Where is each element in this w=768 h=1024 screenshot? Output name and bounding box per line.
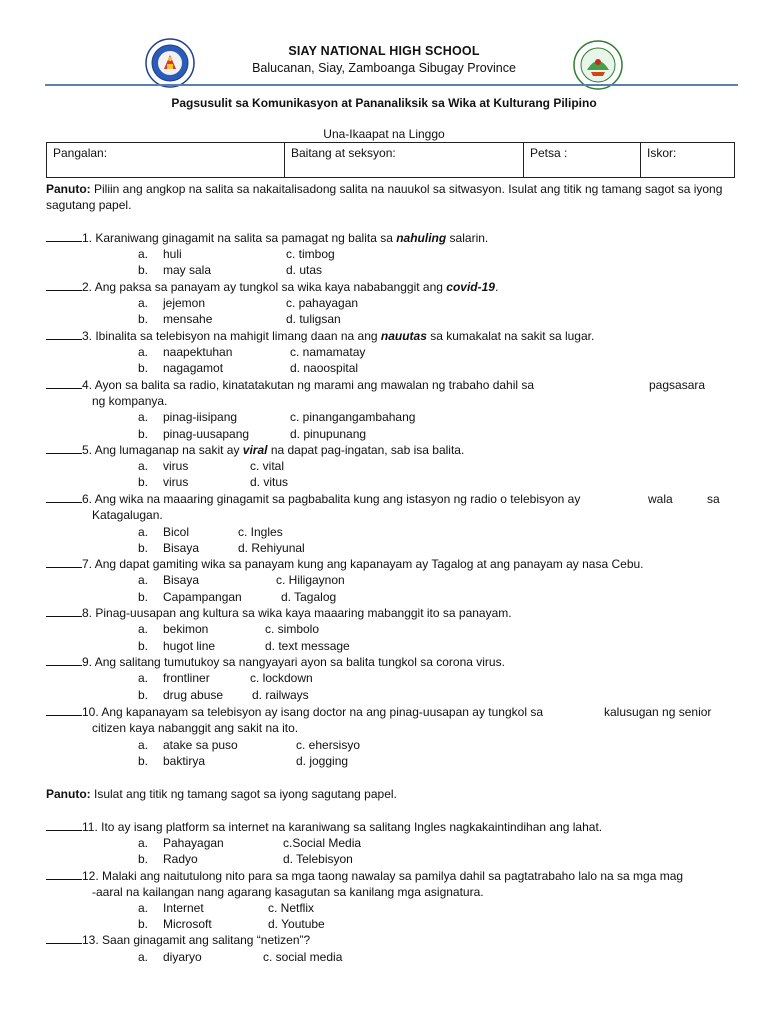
question-4-continuation: ng kompanya. — [92, 394, 168, 408]
answer-blank[interactable] — [46, 556, 82, 568]
option-c: c. timbog — [286, 247, 335, 261]
name-cell[interactable]: Pangalan: — [47, 143, 285, 178]
option-d: d. Tagalog — [281, 590, 337, 604]
option-c: c.Social Media — [283, 836, 362, 850]
question-6-word: wala — [648, 492, 673, 506]
part2-instructions — [46, 786, 734, 802]
option-letter: a. — [138, 950, 149, 964]
question-2: 2. Ang paksa sa panayam ay tungkol sa wika kaya nababanggit ang covid-19. — [46, 279, 736, 295]
grade-section-cell[interactable]: Baitang at seksyon: — [285, 143, 524, 178]
option-letter: a. — [138, 836, 149, 850]
exam-quarter: Una-Ikaapat na Linggo — [323, 127, 445, 141]
answer-blank[interactable] — [46, 491, 82, 503]
option-d: d. Youtube — [268, 917, 325, 931]
instruction-text: Isulat ang titik ng tamang sagot sa iyong sagutang papel. — [90, 787, 397, 801]
school-seal-icon — [573, 40, 623, 90]
option-c: c. social media — [263, 950, 343, 964]
option-c: c. ehersisyo — [296, 738, 361, 752]
option-a: Internet — [163, 901, 204, 915]
option-b: Radyo — [163, 852, 198, 866]
question-6-end: sa — [707, 492, 720, 506]
option-b: may sala — [163, 263, 212, 277]
option-d: d. utas — [286, 263, 323, 277]
question-10: 10. Ang kapanayam sa telebisyon ay isang doctor na ang pinag-uusapan ay tungkol sa — [46, 704, 736, 720]
option-d: d. Telebisyon — [283, 852, 353, 866]
option-a: naapektuhan — [163, 345, 233, 359]
school-name: SIAY NATIONAL HIGH SCHOOL — [288, 44, 480, 58]
option-letter: b. — [138, 475, 149, 489]
instruction-label: Panuto: — [46, 787, 91, 801]
option-letter: a. — [138, 345, 149, 359]
document-header — [0, 34, 768, 86]
option-letter: b. — [138, 688, 149, 702]
option-c: c. namamatay — [290, 345, 366, 359]
option-letter: a. — [138, 525, 149, 539]
question-8: 8. Pinag-uusapan ang kultura sa wika kaya maaaring mabanggit ito sa panayam. — [46, 605, 736, 621]
option-a: huli — [163, 247, 182, 261]
option-b: mensahe — [163, 312, 213, 326]
option-letter: b. — [138, 263, 149, 277]
answer-blank[interactable] — [46, 377, 82, 389]
answer-blank[interactable] — [46, 932, 82, 944]
option-d: d. naoospital — [290, 361, 359, 375]
option-letter: a. — [138, 296, 149, 310]
answer-blank[interactable] — [46, 654, 82, 666]
option-c: c. vital — [250, 459, 285, 473]
option-b: Capampangan — [163, 590, 242, 604]
answer-blank[interactable] — [46, 328, 82, 340]
question-4-end: pagsasara — [649, 378, 706, 392]
option-a: frontliner — [163, 671, 210, 685]
question-4: 4. Ayon sa balita sa radio, kinatatakutan ng marami ang mawalan ng trabaho dahil sa — [46, 377, 736, 393]
option-c: c. lockdown — [250, 671, 313, 685]
option-b: nagagamot — [163, 361, 224, 375]
option-a: diyaryo — [163, 950, 202, 964]
question-6-continuation: Katagalugan. — [92, 508, 163, 522]
option-letter: b. — [138, 639, 149, 653]
question-10-continuation: citizen kaya nabanggit ang sakit na ito. — [92, 721, 299, 735]
option-a: atake sa puso — [163, 738, 238, 752]
option-letter: b. — [138, 541, 149, 555]
question-13: 13. Saan ginagamit ang salitang “netizen”? — [46, 932, 736, 948]
option-c: c. pinangangambahang — [290, 410, 416, 424]
option-a: pinag-iisipang — [163, 410, 238, 424]
question-1: 1. Karaniwang ginagamit na salita sa pamagat ng balita sa nahuling salarin. — [46, 230, 736, 246]
option-letter: b. — [138, 852, 149, 866]
answer-blank[interactable] — [46, 605, 82, 617]
score-cell[interactable]: Iskor: — [641, 143, 735, 178]
answer-blank[interactable] — [46, 230, 82, 242]
question-10-end: kalusugan ng senior — [604, 705, 712, 719]
option-b: Microsoft — [163, 917, 212, 931]
part1-instructions — [46, 181, 734, 213]
option-letter: a. — [138, 410, 149, 424]
option-letter: a. — [138, 247, 149, 261]
school-address: Balucanan, Siay, Zamboanga Sibugay Province — [252, 61, 516, 75]
question-3: 3. Ibinalita sa telebisyon na mahigit limang daan na ang nauutas sa kumakalat na sakit sa lugar. — [46, 328, 736, 344]
option-letter: b. — [138, 917, 149, 931]
exam-subject: Pagsusulit sa Komunikasyon at Pananaliksik sa Wika at Kulturang Pilipino — [171, 96, 597, 110]
question-11: 11. Ito ay isang platform sa internet na karaniwang sa salitang Ingles nagkakaintindihan ang lahat. — [46, 819, 736, 835]
option-letter: a. — [138, 622, 149, 636]
option-letter: a. — [138, 459, 149, 473]
option-letter: b. — [138, 312, 149, 326]
option-d: d. pinupunang — [290, 427, 367, 441]
option-a: Pahayagan — [163, 836, 224, 850]
instruction-text: Piliin ang angkop na salita sa nakaitalisadong salita na nauukol sa sitwasyon. Isulat ang titik ng tamang sagot sa iyong sagutang papel. — [46, 182, 723, 213]
option-b: pinag-uusapang — [163, 427, 250, 441]
option-d: d. tuligsan — [286, 312, 341, 326]
option-letter: a. — [138, 901, 149, 915]
option-letter: a. — [138, 738, 149, 752]
date-cell[interactable]: Petsa : — [524, 143, 641, 178]
option-letter: a. — [138, 671, 149, 685]
option-a: virus — [163, 459, 189, 473]
question-12: 12. Malaki ang naitutulong nito para sa mga taong nawalay sa pamilya dahil sa pagtatrabaho lalo na sa mga mag — [46, 868, 736, 884]
option-letter: b. — [138, 754, 149, 768]
header-divider — [45, 84, 738, 86]
option-d: d. jogging — [296, 754, 349, 768]
option-b: drug abuse — [163, 688, 224, 702]
option-d: d. railways — [252, 688, 309, 702]
option-letter: b. — [138, 361, 149, 375]
option-letter: b. — [138, 590, 149, 604]
answer-blank[interactable] — [46, 279, 82, 291]
answer-blank[interactable] — [46, 868, 82, 880]
option-d: d. Rehiyunal — [238, 541, 305, 555]
option-c: c. pahayagan — [286, 296, 359, 310]
option-a: jejemon — [163, 296, 206, 310]
option-d: d. vitus — [250, 475, 289, 489]
option-b: virus — [163, 475, 189, 489]
option-a: bekimon — [163, 622, 209, 636]
option-c: c. Hiligaynon — [276, 573, 345, 587]
option-c: c. Netflix — [268, 901, 315, 915]
option-b: hugot line — [163, 639, 216, 653]
option-c: c. Ingles — [238, 525, 283, 539]
question-6: 6. Ang wika na maaaring ginagamit sa pagbabalita kung ang istasyon ng radio o telebisyon ay — [46, 491, 736, 507]
student-info-table — [46, 142, 735, 178]
option-b: Bisaya — [163, 541, 200, 555]
option-letter: b. — [138, 427, 149, 441]
option-b: baktirya — [163, 754, 206, 768]
question-5: 5. Ang lumaganap na sakit ay viral na dapat pag-ingatan, sab isa balita. — [46, 442, 736, 458]
option-a: Bisaya — [163, 573, 200, 587]
question-12-continuation: -aaral na kailangan nang agarang kasagutan sa kanilang mga asignatura. — [92, 885, 484, 899]
answer-blank[interactable] — [46, 704, 82, 716]
option-a: Bicol — [163, 525, 190, 539]
question-7: 7. Ang dapat gamiting wika sa panayam kung ang kapanayam ay Tagalog at ang panayam ay nasa Cebu. — [46, 556, 736, 572]
option-d: d. text message — [265, 639, 350, 653]
instruction-label: Panuto: — [46, 182, 91, 196]
option-letter: a. — [138, 573, 149, 587]
answer-blank[interactable] — [46, 442, 82, 454]
option-c: c. simbolo — [265, 622, 320, 636]
answer-blank[interactable] — [46, 819, 82, 831]
question-9: 9. Ang salitang tumutukoy sa nangyayari ayon sa balita tungkol sa corona virus. — [46, 654, 736, 670]
